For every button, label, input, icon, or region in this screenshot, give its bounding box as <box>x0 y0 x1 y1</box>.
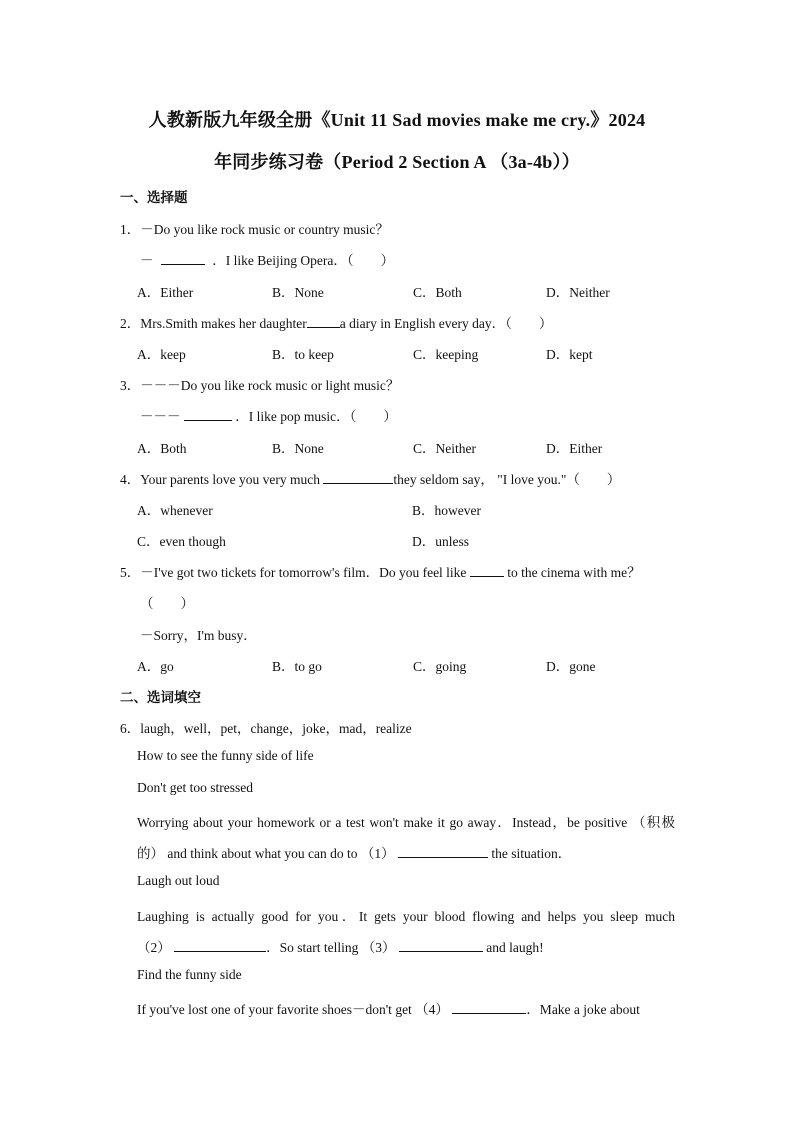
question-2-option-c[interactable]: C．keeping <box>413 347 479 362</box>
question-4-stem <box>120 468 620 488</box>
question-2-option-b[interactable]: B．to keep <box>272 347 334 362</box>
passage-paragraph-2-line-2 <box>137 936 544 956</box>
paragraph-2-text-middle: ．So start telling （3） <box>266 940 396 955</box>
question-3-blank[interactable] <box>184 408 232 421</box>
question-4-stem-end: they seldom say， "I love you."（ ） <box>393 472 621 487</box>
question-3-option-a[interactable]: A．Both <box>137 441 187 456</box>
question-5-option-b[interactable]: B．to go <box>272 659 322 674</box>
question-1-option-b[interactable]: B．None <box>272 285 324 300</box>
worksheet-title-line-1: 人教新版九年级全册《Unit 11 Sad movies make me cry.》2024 <box>148 110 646 130</box>
question-6-word-bank: 6．laugh，well，pet，change，joke，mad，realize <box>120 721 412 736</box>
question-5-option-d[interactable]: D．gone <box>546 659 596 674</box>
section-heading-word-fill: 二、选词填空 <box>120 690 201 705</box>
question-3-option-c[interactable]: C．Neither <box>413 441 476 456</box>
question-5-blank[interactable] <box>470 564 504 577</box>
question-2-option-a[interactable]: A．keep <box>137 347 186 362</box>
question-2-stem-end: a diary in English every day．（ ） <box>339 316 553 331</box>
blank-2-number: （2） <box>137 940 171 955</box>
blank-4[interactable] <box>452 1001 526 1014</box>
question-2-stem-start: 2．Mrs.Smith makes her daughter <box>120 316 307 331</box>
passage-heading-1: How to see the funny side of life <box>137 748 314 763</box>
question-5-stem-end: to the cinema with me？ <box>507 565 641 580</box>
blank-2[interactable] <box>174 939 266 952</box>
passage-paragraph-1-line-2 <box>137 842 571 862</box>
question-1-option-c[interactable]: C．Both <box>413 285 462 300</box>
question-4-option-a[interactable]: A．whenever <box>137 503 213 518</box>
question-5-stem-start: 5．－I've got two tickets for tomorrow's film．Do you feel like <box>120 565 467 580</box>
passage-heading-4: Find the funny side <box>137 967 242 982</box>
paragraph-3-text-end: ．Make a joke about <box>526 1002 640 1017</box>
question-1-option-a[interactable]: A．Either <box>137 285 194 300</box>
blank-3[interactable] <box>399 939 483 952</box>
paragraph-2-text-end: and laugh! <box>486 940 544 955</box>
question-1-prefix: － <box>140 253 154 268</box>
paragraph-1-text-start: 的） and think about what you can do to （1） <box>137 846 395 861</box>
passage-heading-2: Don't get too stressed <box>137 780 254 795</box>
question-4-blank[interactable] <box>323 471 393 484</box>
question-4-option-b[interactable]: B．however <box>412 503 481 518</box>
section-heading-multiple-choice: 一、选择题 <box>120 190 188 205</box>
passage-heading-3: Laugh out loud <box>137 873 220 888</box>
blank-1[interactable] <box>398 845 488 858</box>
question-3-stem: 3．－－－Do you like rock music or light music？ <box>120 378 400 393</box>
paragraph-3-text-start: If you've lost one of your favorite shoes－don't get （4） <box>137 1002 449 1017</box>
question-4-option-c[interactable]: C．even though <box>137 534 226 549</box>
question-5-stem <box>120 561 641 581</box>
question-5-reply: －Sorry，I'm busy． <box>140 628 257 643</box>
paragraph-1-text-end: the situation． <box>491 846 572 861</box>
question-2-option-d[interactable]: D．kept <box>546 347 593 362</box>
question-1-option-d[interactable]: D．Neither <box>546 285 610 300</box>
question-2-stem <box>120 312 552 332</box>
question-3-option-b[interactable]: B．None <box>272 441 324 456</box>
passage-paragraph-2-line-1: Laughing is actually good for you．It gets your blood flowing and helps you sleep much <box>137 909 675 924</box>
question-3-option-d[interactable]: D．Either <box>546 441 603 456</box>
question-1-line-2 <box>140 249 394 269</box>
question-5-answer-paren: （ ） <box>140 596 194 611</box>
passage-paragraph-1-line-1: Worrying about your homework or a test won't make it go away．Instead，be positive （积极 <box>137 815 675 830</box>
question-1-stem: 1．－Do you like rock music or country music？ <box>120 222 389 237</box>
question-4-option-d[interactable]: D．unless <box>412 534 469 549</box>
question-3-line-2 <box>140 405 397 425</box>
question-3-prefix: －－－ <box>140 409 181 424</box>
question-5-option-c[interactable]: C．going <box>413 659 467 674</box>
passage-paragraph-3-line-1 <box>137 998 640 1018</box>
question-4-stem-start: 4．Your parents love you very much <box>120 472 320 487</box>
question-5-option-a[interactable]: A．go <box>137 659 174 674</box>
question-3-suffix: ．I like pop music．（ ） <box>235 409 397 424</box>
question-1-blank[interactable] <box>161 252 205 265</box>
question-2-blank[interactable] <box>307 315 340 328</box>
question-1-suffix: ．I like Beijing Opera．（ ） <box>212 253 395 268</box>
worksheet-title-line-2: 年同步练习卷（Period 2 Section A （3a-4b）） <box>214 152 580 172</box>
